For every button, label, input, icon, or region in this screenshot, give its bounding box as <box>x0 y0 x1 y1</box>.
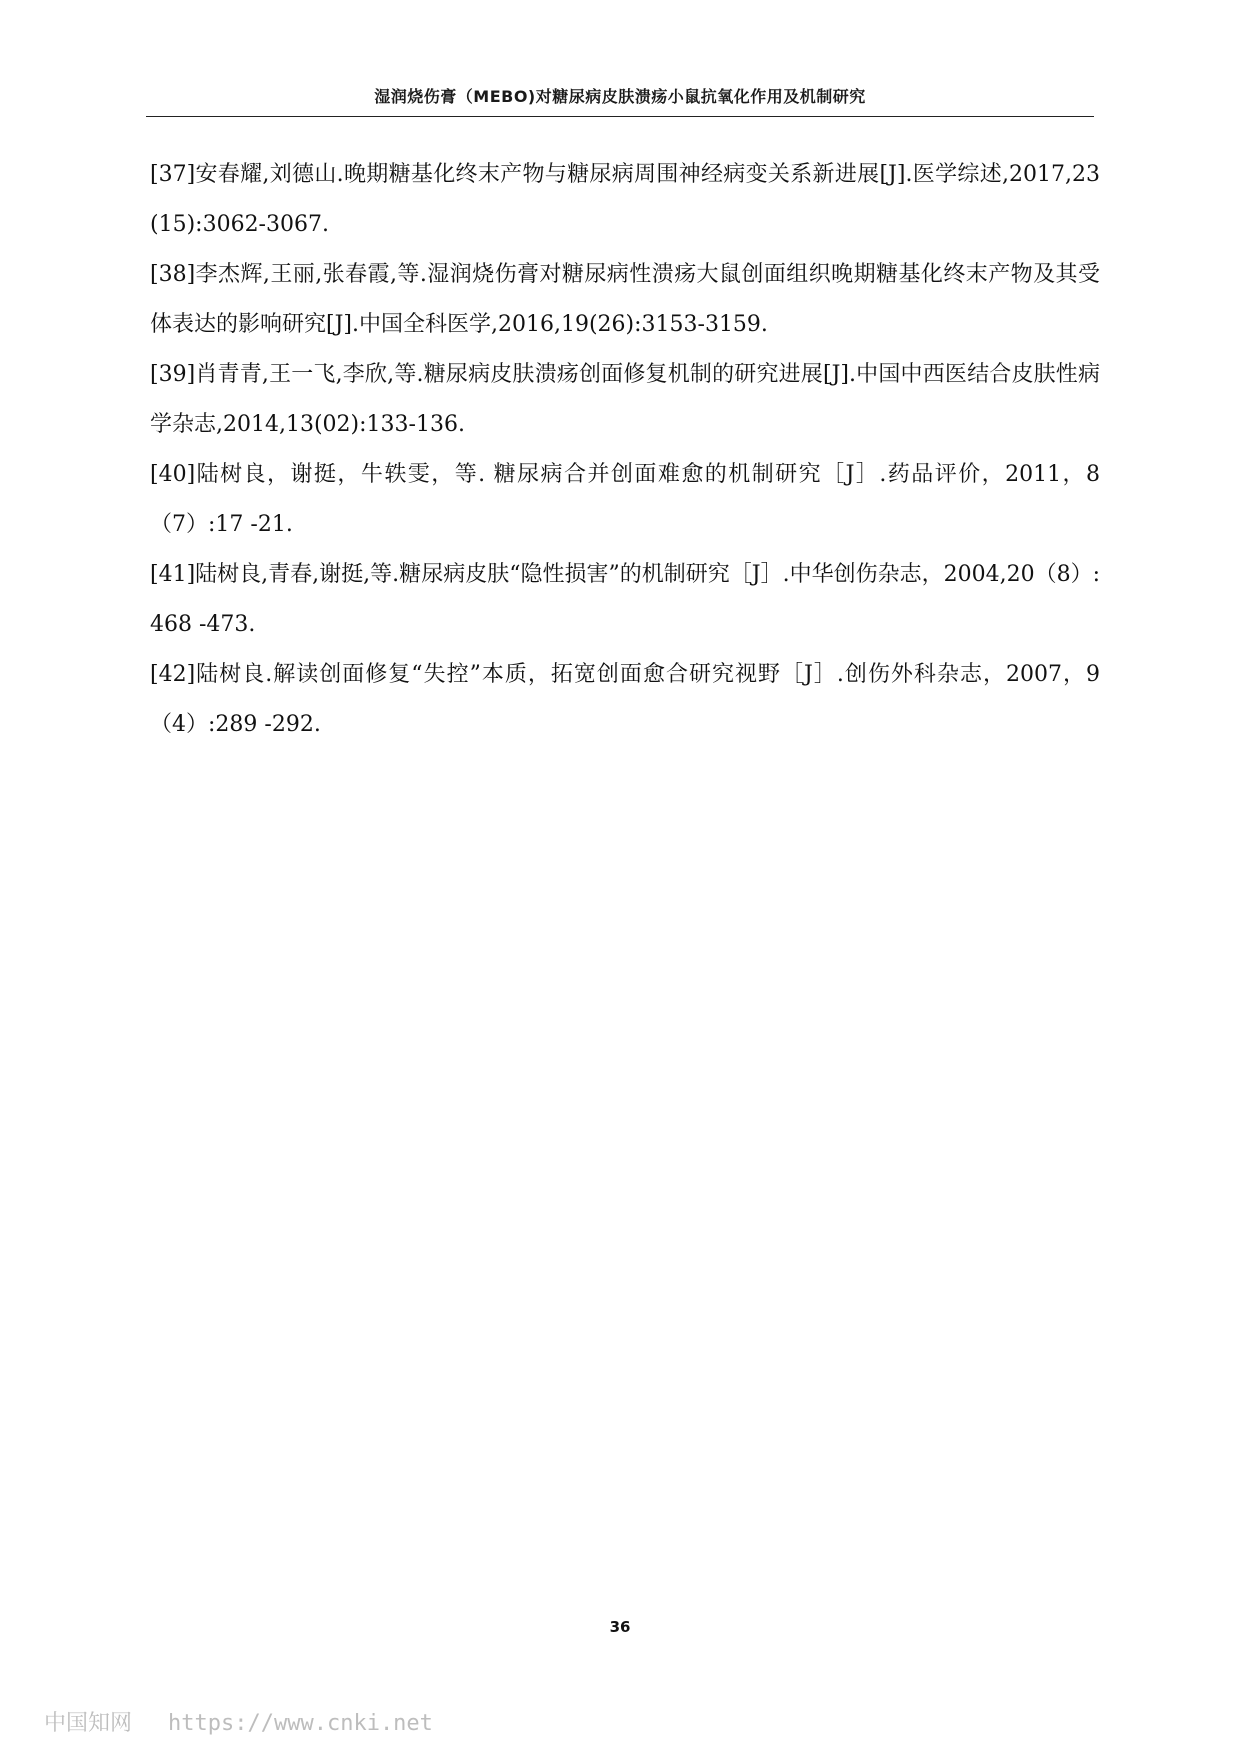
reference-entry-40: [40]陆树良，谢挺，牛轶雯，等. 糖尿病合并创面难愈的机制研究［J］.药品评价，2011，8（7）:17 -21. <box>150 462 1100 537</box>
reference-entry-37: [37]安春耀,刘德山.晚期糖基化终末产物与糖尿病周围神经病变关系新进展[J].医学综述,2017,23(15):3062-3067. <box>150 162 1100 237</box>
reference-entry-41: [41]陆树良,青春,谢挺,等.糖尿病皮肤“隐性损害”的机制研究［J］.中华创伤杂志，2004,20（8）:468 -473. <box>150 562 1100 637</box>
reference-entry-42: [42]陆树良.解读创面修复“失控”本质，拓宽创面愈合研究视野［J］.创伤外科杂志，2007，9（4）:289 -292. <box>150 662 1100 737</box>
watermark-url: https://www.cnki.net <box>168 1711 433 1736</box>
reference-list <box>150 150 1100 750</box>
reference-entry-39: [39]肖青青,王一飞,李欣,等.糖尿病皮肤溃疡创面修复机制的研究进展[J].中国中西医结合皮肤性病学杂志,2014,13(02):133-136. <box>150 362 1100 437</box>
running-header: 湿润烧伤膏（MEBO)对糖尿病皮肤溃疡小鼠抗氧化作用及机制研究 <box>374 87 866 106</box>
page-number: 36 <box>609 1618 631 1636</box>
header-divider <box>146 116 1094 117</box>
cnki-watermark <box>44 1706 433 1737</box>
watermark-brand: 中国知网 <box>44 1711 133 1736</box>
reference-entry-38: [38]李杰辉,王丽,张春霞,等.湿润烧伤膏对糖尿病性溃疡大鼠创面组织晚期糖基化终末产物及其受体表达的影响研究[J].中国全科医学,2016,19(26):3153-3159. <box>150 262 1100 337</box>
